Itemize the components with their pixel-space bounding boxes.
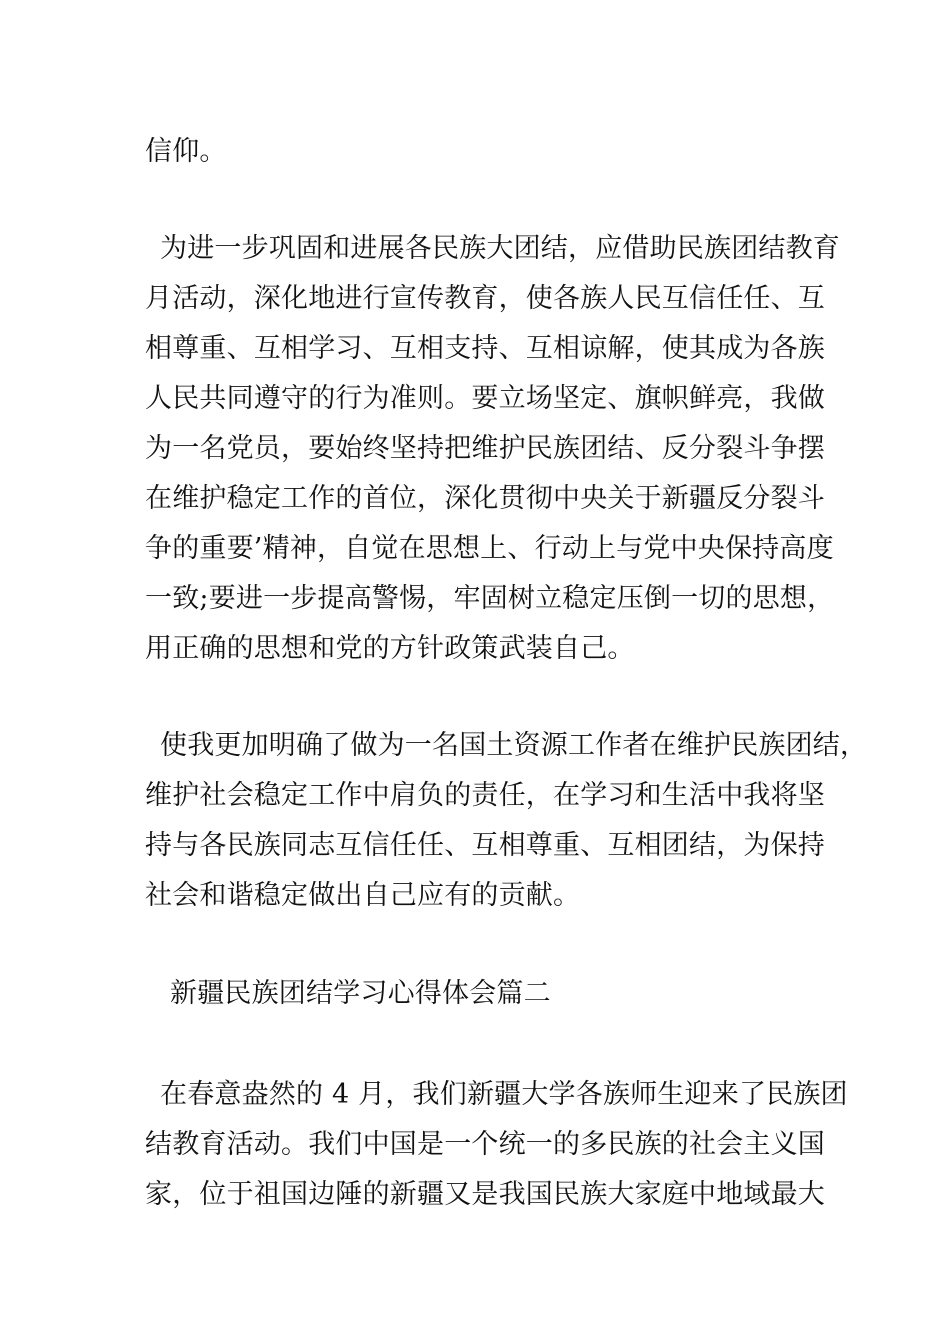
paragraph-2-line-4: 人民共同遵守的行为准则。要立场坚定、旗帜鲜亮，我做 xyxy=(145,383,825,414)
paragraph-3-line-4: 社会和谐稳定做出自己应有的贡献。 xyxy=(145,880,581,911)
paragraph-3-line-1: 使我更加明确了做为一名国土资源工作者在维护民族团结， xyxy=(160,730,868,761)
paragraph-2-line-1: 为进一步巩固和进展各民族大团结，应借助民族团结教育 xyxy=(160,233,840,264)
paragraph-5-line-2: 结教育活动。我们中国是一个统一的多民族的社会主义国 xyxy=(145,1129,825,1160)
section-heading: 新疆民族团结学习心得体会篇二 xyxy=(170,978,551,1009)
paragraph-3-line-2: 维护社会稳定工作中肩负的责任，在学习和生活中我将坚 xyxy=(145,780,825,811)
paragraph-5-line-3: 家，位于祖国边陲的新疆又是我国民族大家庭中地域最大 xyxy=(145,1179,825,1210)
paragraph-2-line-6: 在维护稳定工作的首位，深化贯彻中央关于新疆反分裂斗 xyxy=(145,483,825,514)
paragraph-2-line-8: 一致;要进一步提高警惕，牢固树立稳定压倒一切的思想， xyxy=(145,583,835,614)
paragraph-2-line-7: 争的重要’精神，自觉在思想上、行动上与党中央保持高度 xyxy=(145,533,834,564)
paragraph-2-line-9: 用正确的思想和党的方针政策武装自己。 xyxy=(145,633,635,664)
paragraph-2-line-5: 为一名党员，要始终坚持把维护民族团结、反分裂斗争摆 xyxy=(145,433,825,464)
paragraph-5-line-1: 在春意盎然的 4 月，我们新疆大学各族师生迎来了民族团 xyxy=(160,1079,848,1110)
paragraph-3-line-3: 持与各民族同志互信任任、互相尊重、互相团结，为保持 xyxy=(145,830,825,861)
paragraph-1-line-1: 信仰。 xyxy=(145,136,227,167)
paragraph-2-line-3: 相尊重、互相学习、互相支持、互相谅解，使其成为各族 xyxy=(145,333,825,364)
paragraph-2-line-2: 月活动，深化地进行宣传教育，使各族人民互信任任、互 xyxy=(145,283,825,314)
